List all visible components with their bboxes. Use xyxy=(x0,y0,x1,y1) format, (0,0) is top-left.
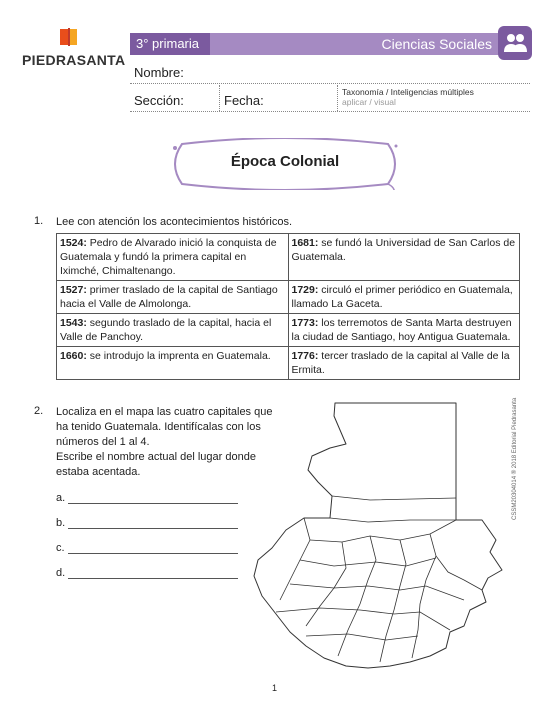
event-cell xyxy=(288,347,520,380)
event-year: 1660: xyxy=(60,350,87,362)
copyright-note: CSSM20304014 ® 2018 Editorial Piedrasanta xyxy=(512,397,518,520)
answer-c-line[interactable] xyxy=(68,553,238,554)
event-year: 1527: xyxy=(60,284,87,296)
brand-logo-text: PIEDRASANTA xyxy=(22,52,126,68)
table-row xyxy=(57,234,520,281)
table-row xyxy=(57,281,520,314)
question-2-line: Localiza en el mapa las cuatro capitales que xyxy=(56,406,273,418)
answer-a-label: a. xyxy=(56,492,66,504)
table-row xyxy=(57,347,520,380)
grade-label: 3° primaria xyxy=(130,33,210,55)
subject-label: Ciencias Sociales xyxy=(381,36,492,52)
question-2-line: números del 1 al 4. xyxy=(56,436,150,448)
events-table xyxy=(56,233,520,380)
taxonomy-values: aplicar / visual xyxy=(342,97,396,107)
answer-d-label: d. xyxy=(56,567,66,579)
answer-b-line[interactable] xyxy=(68,528,238,529)
event-year: 1729: xyxy=(291,284,319,296)
answer-d-line[interactable] xyxy=(68,578,238,579)
field-divider xyxy=(337,85,338,111)
event-cell xyxy=(288,234,520,281)
book-logo-icon xyxy=(58,26,80,48)
event-cell xyxy=(57,347,289,380)
event-text: se introdujo la imprenta en Guatemala. xyxy=(86,350,271,362)
guatemala-map[interactable] xyxy=(250,400,505,675)
event-text: segundo traslado de la capital, hacia el Valle de Panchoy. xyxy=(60,317,272,343)
event-cell xyxy=(288,281,520,314)
answer-a-line[interactable] xyxy=(68,503,238,504)
event-year: 1681: xyxy=(291,237,319,249)
map-country-outline xyxy=(254,403,502,668)
name-label: Nombre: xyxy=(134,65,184,80)
question-1-number: 1. xyxy=(34,215,44,227)
answer-c-label: c. xyxy=(56,542,65,554)
question-1-text: Lee con atención los acontecimientos históricos. xyxy=(56,216,293,228)
date-label: Fecha: xyxy=(224,93,264,108)
name-line[interactable] xyxy=(130,83,530,84)
event-year: 1773: xyxy=(291,317,319,329)
event-text: primer traslado de la capital de Santiago hacia el Valle de Almolonga. xyxy=(60,284,278,310)
event-text: se fundó la Universidad de San Carlos de Guatemala. xyxy=(291,237,516,263)
people-icon xyxy=(498,26,532,60)
event-cell xyxy=(57,314,289,347)
section-label: Sección: xyxy=(134,93,184,108)
event-text: circuló el primer periódico en Guatemala, llamado La Gaceta. xyxy=(291,284,513,310)
table-row xyxy=(57,314,520,347)
section-line xyxy=(130,111,530,112)
event-text: tercer traslado de la capital al Valle de la Ermita. xyxy=(291,350,510,376)
field-divider xyxy=(219,85,220,111)
event-year: 1776: xyxy=(291,350,319,362)
event-text: Pedro de Alvarado inició la conquista de Guatemala y fundó la primera capital en Iximché, Chimaltenango. xyxy=(60,237,277,277)
question-2-line: estaba acentada. xyxy=(56,466,141,478)
event-cell xyxy=(57,234,289,281)
taxonomy-label: Taxonomía / Inteligencias múltiples xyxy=(342,87,474,97)
question-2-number: 2. xyxy=(34,405,44,417)
page-number: 1 xyxy=(272,683,278,693)
question-2-line: Escribe el nombre actual del lugar donde xyxy=(56,451,256,463)
event-year: 1543: xyxy=(60,317,87,329)
event-text: los terremotos de Santa Marta destruyen la ciudad de Santiago, hoy Antigua Guatemala. xyxy=(291,317,512,343)
question-2-line: ha tenido Guatemala. Identifícalas con los xyxy=(56,421,261,433)
event-year: 1524: xyxy=(60,237,87,249)
event-cell xyxy=(288,314,520,347)
event-cell xyxy=(57,281,289,314)
answer-b-label: b. xyxy=(56,517,66,529)
page-title: Época Colonial xyxy=(230,153,340,170)
subject-badge xyxy=(498,26,532,60)
